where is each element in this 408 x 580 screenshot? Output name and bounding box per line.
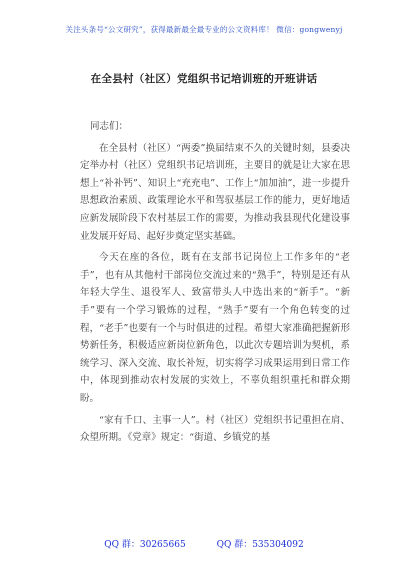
document-body xyxy=(80,118,350,451)
footer-qq-groups xyxy=(0,537,408,550)
paragraph-1: 在全县村（社区）“两委”换届结束不久的关键时刻，县委决定举办村（社区）党组织书记培训班，主要目的就是让大家在思想上“补补钙”、知识上“充充电”、工作上“加加油”，进一步提升思想政治素质、政策理论水平和驾驭基层工作的能力，更好地适应新发展阶段下农村基层工作的需要，为推动我县现代化建设事业发展开好局、起好步奠定坚实基础。 xyxy=(80,142,350,242)
paragraph-3: “家有千口、主事一人”。村（社区）党组织书记重担在肩、众望所期。《党章》规定：“街道、乡镇党的基 xyxy=(80,414,350,444)
paragraph-2: 今天在座的各位，既有在支部书记岗位上工作多年的“老手”，也有从其他村干部岗位交流过来的“熟手”，特别是还有从年轻大学生、退役军人、致富带头人中选出来的“新手”。“新手”要有一个学习锻炼的过程，“熟手”要有一个角色转变的过程，“老手”也要有一个与时俱进的过程。希望大家准确把握新形势新任务，积极适应新岗位新角色，以此次专题培训为契机，系统学习、深入交流、取长补短，切实将学习成果运用到日常工作中，体现到推动农村发展的实效上，不辜负组织重托和群众期盼。 xyxy=(80,252,350,404)
document-title: 在全县村（社区）党组织书记培训班的开班讲话 xyxy=(90,73,318,85)
qq-group-1: QQ 群：30265665 xyxy=(104,540,186,550)
qq-group-2: QQ 群：535304092 xyxy=(216,540,304,550)
greeting: 同志们： xyxy=(90,121,129,132)
header-banner: 关注头条号“公文研究”，获得最新最全最专业的公文资料库！ 微信：gongwenyj xyxy=(65,25,343,34)
